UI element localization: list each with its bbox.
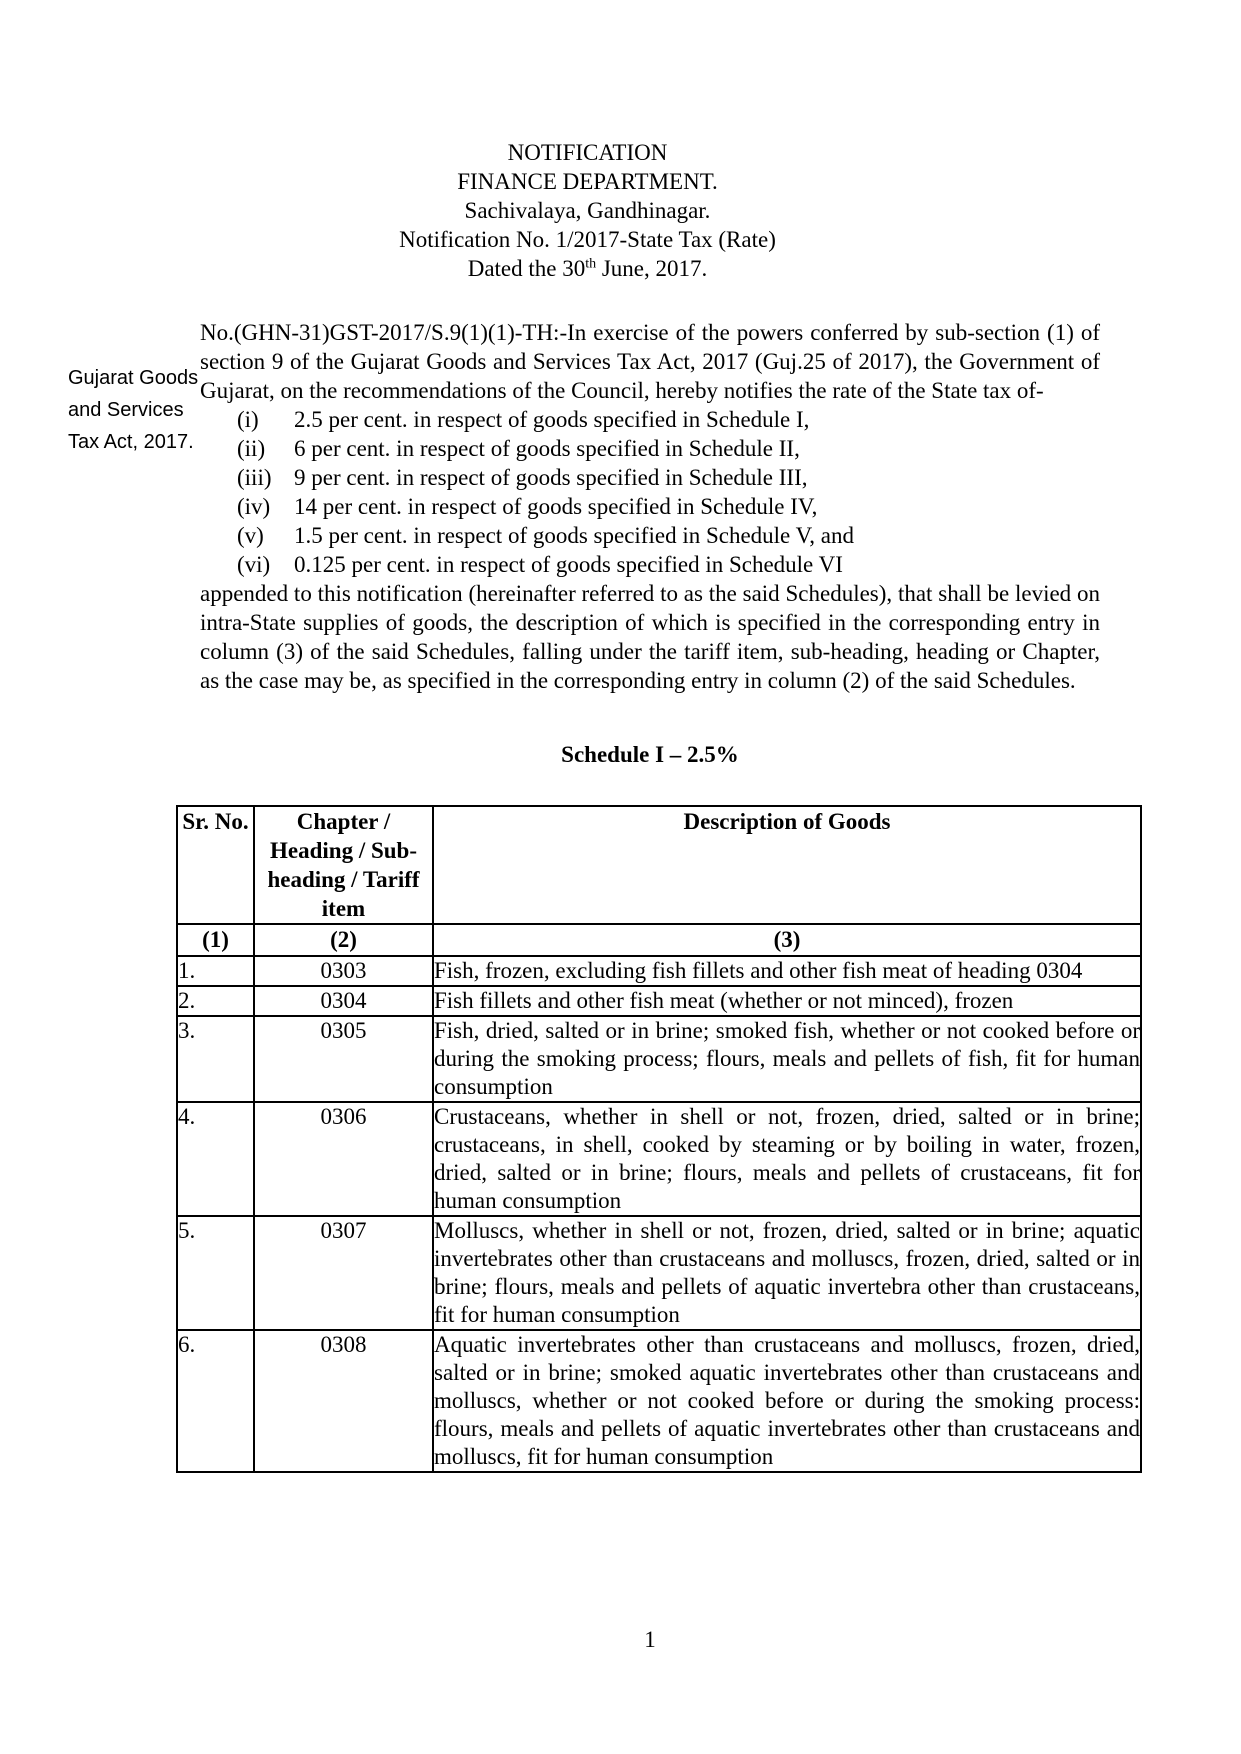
rate-marker: (vi) (237, 552, 271, 577)
cell-description: Aquatic invertebrates other than crustaceans and molluscs, frozen, dried, salted or in brine; smoked aquatic invertebrates other than crustaceans and molluscs, whether or not cooked before or during the smoking process: flours, meals and pellets of aquatic invertebrates other than crustaceans and molluscs, fit for human consumption (433, 1330, 1141, 1472)
header-sr-no: Sr. No. (177, 806, 254, 924)
table-row (177, 986, 1141, 1016)
table-row (177, 1216, 1141, 1330)
cell-sr-no: 4. (177, 1102, 254, 1216)
header-description: Description of Goods (433, 806, 1141, 924)
date-ordinal-superscript: th (585, 256, 597, 272)
cell-description: Fish, frozen, excluding fish fillets and other fish meat of heading 0304 (433, 956, 1141, 986)
header-line-notification-number: Notification No. 1/2017-State Tax (Rate) (399, 227, 776, 252)
schedule-table (176, 805, 1142, 1473)
cell-chapter: 0305 (254, 1016, 433, 1102)
rate-text: 0.125 per cent. in respect of goods specified in Schedule VI (294, 552, 843, 577)
schedule-title: Schedule I – 2.5% (561, 742, 739, 767)
notification-header (155, 0, 1020, 283)
cell-sr-no: 1. (177, 956, 254, 986)
rate-text: 2.5 per cent. in respect of goods specified in Schedule I, (294, 407, 810, 432)
page-number: 1 (644, 1627, 656, 1652)
header-line-address: Sachivalaya, Gandhinagar. (464, 198, 711, 223)
rate-item (200, 434, 1100, 463)
cell-chapter: 0308 (254, 1330, 433, 1472)
cell-chapter: 0307 (254, 1216, 433, 1330)
table-row (177, 1016, 1141, 1102)
rate-item (200, 492, 1100, 521)
rate-text: 1.5 per cent. in respect of goods specified in Schedule V, and (294, 523, 854, 548)
cell-description: Fish, dried, salted or in brine; smoked fish, whether or not cooked before or during the smoking process; flours, meals and pellets of fish, fit for human consumption (433, 1016, 1141, 1102)
header-line-notification: NOTIFICATION (507, 140, 668, 165)
rate-list (200, 405, 1100, 579)
header-chapter: Chapter / Heading / Sub-heading / Tariff item (254, 806, 433, 924)
cell-description: Fish fillets and other fish meat (whether or not minced), frozen (433, 986, 1141, 1016)
cell-sr-no: 3. (177, 1016, 254, 1102)
cell-sr-no: 2. (177, 986, 254, 1016)
rate-marker: (v) (237, 523, 264, 548)
table-row (177, 1330, 1141, 1472)
column-label-3: (3) (433, 924, 1141, 956)
header-line-date (155, 254, 1020, 283)
intro-paragraph: No.(GHN-31)GST-2017/S.9(1)(1)-TH:-In exercise of the powers conferred by sub-section (1) of section 9 of the Gujarat Goods and Services Tax Act, 2017 (Guj.25 of 2017), the Government of Gujarat, on the recommendations of the Council, hereby notifies the rate of the State tax of- (200, 320, 1100, 403)
document-body (178, 318, 1140, 1473)
rate-item (200, 550, 1100, 579)
column-number-row (177, 924, 1141, 956)
table-header-row (177, 806, 1141, 924)
rate-item (200, 405, 1100, 434)
column-label-2: (2) (254, 924, 433, 956)
cell-description: Molluscs, whether in shell or not, frozen, dried, salted or in brine; aquatic invertebrates other than crustaceans and molluscs, frozen, dried, salted or in brine; flours, meals and pellets of aquatic invertebra other than crustaceans, fit for human consumption (433, 1216, 1141, 1330)
header-line-department: FINANCE DEPARTMENT. (457, 169, 718, 194)
rate-item (200, 521, 1100, 550)
cell-sr-no: 5. (177, 1216, 254, 1330)
closing-paragraph: appended to this notification (hereinafter referred to as the said Schedules), that shall be levied on intra-State supplies of goods, the description of which is specified in the corresponding entry in column (3) of the said Schedules, falling under the tariff item, sub-heading, heading or Chapter, as the case may be, as specified in the corresponding entry in column (2) of the said Schedules. (200, 581, 1100, 693)
table-row (177, 956, 1141, 986)
cell-chapter: 0304 (254, 986, 433, 1016)
rate-marker: (i) (237, 407, 259, 432)
cell-description: Crustaceans, whether in shell or not, frozen, dried, salted or in brine; crustaceans, in shell, cooked by steaming or by boiling in water, frozen, dried, salted or in brine; flours, meals and pellets of crustaceans, fit for human consumption (433, 1102, 1141, 1216)
rate-marker: (iii) (237, 465, 272, 490)
column-label-1: (1) (177, 924, 254, 956)
rate-marker: (ii) (237, 436, 266, 461)
margin-note: Gujarat Goods and Services Tax Act, 2017. (68, 367, 199, 453)
date-prefix: Dated the 30 (467, 256, 586, 281)
rate-text: 6 per cent. in respect of goods specified in Schedule II, (294, 436, 800, 461)
date-suffix: June, 2017. (596, 256, 708, 281)
rate-text: 14 per cent. in respect of goods specified in Schedule IV, (294, 494, 818, 519)
cell-sr-no: 6. (177, 1330, 254, 1472)
cell-chapter: 0303 (254, 956, 433, 986)
rate-item (200, 463, 1100, 492)
cell-chapter: 0306 (254, 1102, 433, 1216)
table-row (177, 1102, 1141, 1216)
rate-text: 9 per cent. in respect of goods specified in Schedule III, (294, 465, 808, 490)
rate-marker: (iv) (237, 494, 271, 519)
